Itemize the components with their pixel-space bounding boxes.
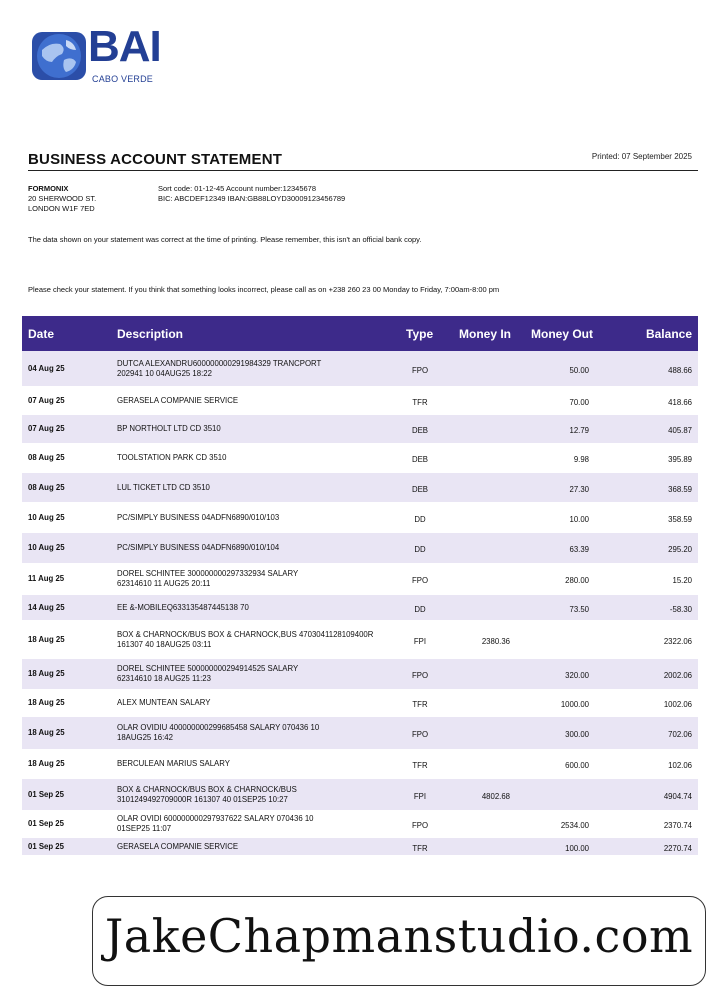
- customer-address: [28, 184, 96, 214]
- row-description-line-1: DUTCA ALEXANDRU600000000291984329 TRANCPORT: [117, 359, 322, 368]
- row-description: [117, 424, 407, 434]
- row-type: TFR: [412, 844, 428, 853]
- header-description: Description: [117, 327, 184, 341]
- row-description: [117, 759, 407, 769]
- header-date: Date: [28, 327, 55, 341]
- row-description-line-1: PC/SIMPLY BUSINESS 04ADFN6890/010/104: [117, 543, 280, 552]
- row-description: [117, 603, 407, 613]
- row-date: 18 Aug 25: [28, 635, 65, 644]
- row-balance: 702.06: [668, 730, 692, 739]
- row-date: 07 Aug 25: [28, 424, 65, 433]
- row-date: 07 Aug 25: [28, 396, 65, 405]
- row-description-line-2: 62314610 11 AUG25 20:11: [117, 579, 211, 588]
- row-balance: 4904.74: [663, 792, 692, 801]
- row-type: FPI: [413, 637, 427, 646]
- row-description-line-1: DOREL SCHINTEE 300000000297332934 SALARY: [117, 569, 299, 578]
- row-description: [117, 359, 407, 379]
- row-date: 01 Sep 25: [28, 842, 64, 851]
- row-date: 01 Sep 25: [28, 819, 64, 828]
- row-date: 18 Aug 25: [28, 698, 65, 707]
- globe-icon: [30, 28, 88, 84]
- row-money-in: 2380.36: [481, 637, 510, 646]
- table-row: [22, 811, 698, 838]
- row-balance: 102.06: [668, 761, 692, 770]
- row-description-line-1: BOX & CHARNOCK/BUS BOX & CHARNOCK/BUS: [117, 785, 297, 794]
- bank-details: [158, 184, 345, 204]
- row-description-line-1: LUL TICKET LTD CD 3510: [117, 483, 210, 492]
- check-note: Please check your statement. If you think that something looks incorrect, please call as on +238 260 23 00 Monday to Friday, 7:00am-8:00 pm: [28, 285, 500, 294]
- row-balance: 358.59: [668, 515, 692, 524]
- row-description-line-1: OLAR OVIDI 600000000297937622 SALARY 070436 10: [117, 814, 314, 823]
- row-money-out: 9.98: [573, 455, 589, 464]
- row-money-out: 73.50: [569, 605, 589, 614]
- row-type: FPO: [411, 821, 429, 830]
- title-divider: [28, 170, 698, 171]
- row-description: [117, 513, 407, 523]
- bic-iban: BIC: ABCDEF12349 IBAN:GB88LOYD30009123456789: [158, 194, 346, 203]
- row-description: [117, 698, 407, 708]
- table-row: [22, 564, 698, 595]
- table-row: [22, 621, 698, 659]
- table-row: [22, 717, 698, 750]
- row-description-line-2: 62314610 18 AUG25 11:23: [117, 674, 211, 683]
- row-date: 08 Aug 25: [28, 453, 65, 462]
- row-money-out: 10.00: [569, 515, 589, 524]
- row-description: [117, 483, 407, 493]
- address-line-1: 20 SHERWOOD ST.: [28, 194, 97, 203]
- row-type: DEB: [411, 455, 429, 464]
- row-description-line-1: PC/SIMPLY BUSINESS 04ADFN6890/010/103: [117, 513, 280, 522]
- logo-subtitle: CABO VERDE: [92, 74, 154, 84]
- row-type: DEB: [411, 485, 429, 494]
- row-date: 10 Aug 25: [28, 543, 65, 552]
- row-balance: 488.66: [668, 366, 692, 375]
- table-row: [22, 750, 698, 779]
- row-type: FPO: [411, 576, 429, 585]
- row-description: [117, 723, 407, 743]
- row-balance: 405.87: [668, 426, 692, 435]
- row-description-line-1: BOX & CHARNOCK/BUS BOX & CHARNOCK,BUS 4703041128109400R: [117, 630, 374, 639]
- row-type: DEB: [411, 426, 429, 435]
- row-balance: 368.59: [668, 485, 692, 494]
- row-balance: 2002.06: [663, 671, 692, 680]
- transactions-table: [22, 316, 698, 856]
- watermark-box: [92, 896, 706, 986]
- row-date: 04 Aug 25: [28, 364, 65, 373]
- row-description-line-1: OLAR OVIDIU 400000000299685458 SALARY 070436 10: [117, 723, 320, 732]
- statement-title: BUSINESS ACCOUNT STATEMENT: [28, 151, 283, 168]
- row-type: TFR: [412, 398, 428, 407]
- row-description-line-2: 01SEP25 11:07: [117, 824, 172, 833]
- row-description-line-2: 3101249492709000R 161307 40 01SEP25 10:27: [117, 795, 288, 804]
- row-type: FPO: [411, 366, 429, 375]
- header-balance: Balance: [645, 327, 692, 341]
- row-balance: 2322.06: [663, 637, 692, 646]
- row-description: [117, 453, 407, 463]
- row-description: [117, 842, 407, 852]
- row-description: [117, 396, 407, 406]
- row-description-line-1: GERASELA COMPANIE SERVICE: [117, 842, 239, 851]
- row-money-out: 70.00: [569, 398, 589, 407]
- table-row: [22, 533, 698, 564]
- row-balance: 418.66: [668, 398, 692, 407]
- row-money-out: 320.00: [565, 671, 589, 680]
- row-money-out: 63.39: [569, 545, 589, 554]
- table-row: [22, 387, 698, 415]
- row-description-line-1: TOOLSTATION PARK CD 3510: [117, 453, 227, 462]
- row-type: DD: [414, 515, 426, 524]
- row-type: TFR: [412, 700, 428, 709]
- row-date: 18 Aug 25: [28, 728, 65, 737]
- row-type: DD: [414, 545, 426, 554]
- table-row: [22, 473, 698, 503]
- table-row: [22, 690, 698, 717]
- watermark-text: JakeChapmanstudio.com: [104, 909, 694, 963]
- printed-date: Printed: 07 September 2025: [591, 152, 692, 161]
- row-description: [117, 785, 407, 805]
- row-type: TFR: [412, 761, 428, 770]
- bank-logo: [30, 22, 170, 90]
- row-balance: 295.20: [668, 545, 692, 554]
- table-body: [22, 351, 698, 856]
- table-header: [22, 316, 698, 351]
- row-type: DD: [414, 605, 426, 614]
- row-type: FPO: [411, 671, 429, 680]
- row-description: [117, 543, 407, 553]
- row-money-out: 280.00: [565, 576, 589, 585]
- logo-text: BAI: [88, 22, 161, 71]
- accuracy-note: The data shown on your statement was correct at the time of printing. Please remember, this isn't an official bank copy.: [28, 235, 422, 244]
- row-description-line-1: GERASELA COMPANIE SERVICE: [117, 396, 239, 405]
- row-balance: 2270.74: [663, 844, 692, 853]
- table-row: [22, 415, 698, 444]
- row-balance: 2370.74: [663, 821, 692, 830]
- table-row: [22, 595, 698, 621]
- table-row: [22, 838, 698, 856]
- row-balance: 395.89: [668, 455, 692, 464]
- row-date: 08 Aug 25: [28, 483, 65, 492]
- row-description-line-2: 202941 10 04AUG25 18:22: [117, 369, 212, 378]
- row-money-out: 2534.00: [560, 821, 589, 830]
- row-money-in: 4802.68: [481, 792, 510, 801]
- row-money-out: 1000.00: [560, 700, 589, 709]
- row-type: FPI: [413, 792, 427, 801]
- row-money-out: 12.79: [569, 426, 589, 435]
- table-row: [22, 503, 698, 533]
- row-description-line-2: 161307 40 18AUG25 03:11: [117, 640, 212, 649]
- row-balance: 1002.06: [663, 700, 692, 709]
- header-money-in: Money In: [459, 327, 512, 341]
- row-description: [117, 630, 407, 650]
- row-date: 14 Aug 25: [28, 603, 65, 612]
- row-date: 18 Aug 25: [28, 759, 65, 768]
- row-balance: -58.30: [669, 605, 692, 614]
- row-money-out: 100.00: [565, 844, 589, 853]
- row-date: 01 Sep 25: [28, 790, 64, 799]
- sort-code-account: Sort code: 01-12-45 Account number:12345678: [158, 184, 317, 193]
- row-description-line-1: DOREL SCHINTEE 500000000294914525 SALARY: [117, 664, 299, 673]
- header-money-out: Money Out: [531, 327, 593, 341]
- row-money-out: 300.00: [565, 730, 589, 739]
- address-line-2: LONDON W1F 7ED: [28, 204, 95, 213]
- row-description-line-1: ALEX MUNTEAN SALARY: [117, 698, 211, 707]
- row-description: [117, 814, 407, 834]
- row-money-out: 600.00: [565, 761, 589, 770]
- table-row: [22, 444, 698, 473]
- row-date: 10 Aug 25: [28, 513, 65, 522]
- row-type: FPO: [411, 730, 429, 739]
- row-description-line-1: BP NORTHOLT LTD CD 3510: [117, 424, 221, 433]
- row-description: [117, 664, 407, 684]
- row-description-line-1: BERCULEAN MARIUS SALARY: [117, 759, 230, 768]
- row-description-line-1: EE &-MOBILEQ633135487445138 70: [117, 603, 249, 612]
- row-money-out: 27.30: [569, 485, 589, 494]
- row-description-line-2: 18AUG25 16:42: [117, 733, 173, 742]
- row-date: 18 Aug 25: [28, 669, 65, 678]
- row-description: [117, 569, 407, 589]
- table-row: [22, 659, 698, 690]
- table-row: [22, 779, 698, 811]
- table-row: [22, 351, 698, 387]
- row-money-out: 50.00: [569, 366, 589, 375]
- header-type: Type: [406, 327, 434, 341]
- row-date: 11 Aug 25: [28, 574, 65, 583]
- customer-name: FORMONIX: [28, 184, 69, 193]
- row-balance: 15.20: [672, 576, 692, 585]
